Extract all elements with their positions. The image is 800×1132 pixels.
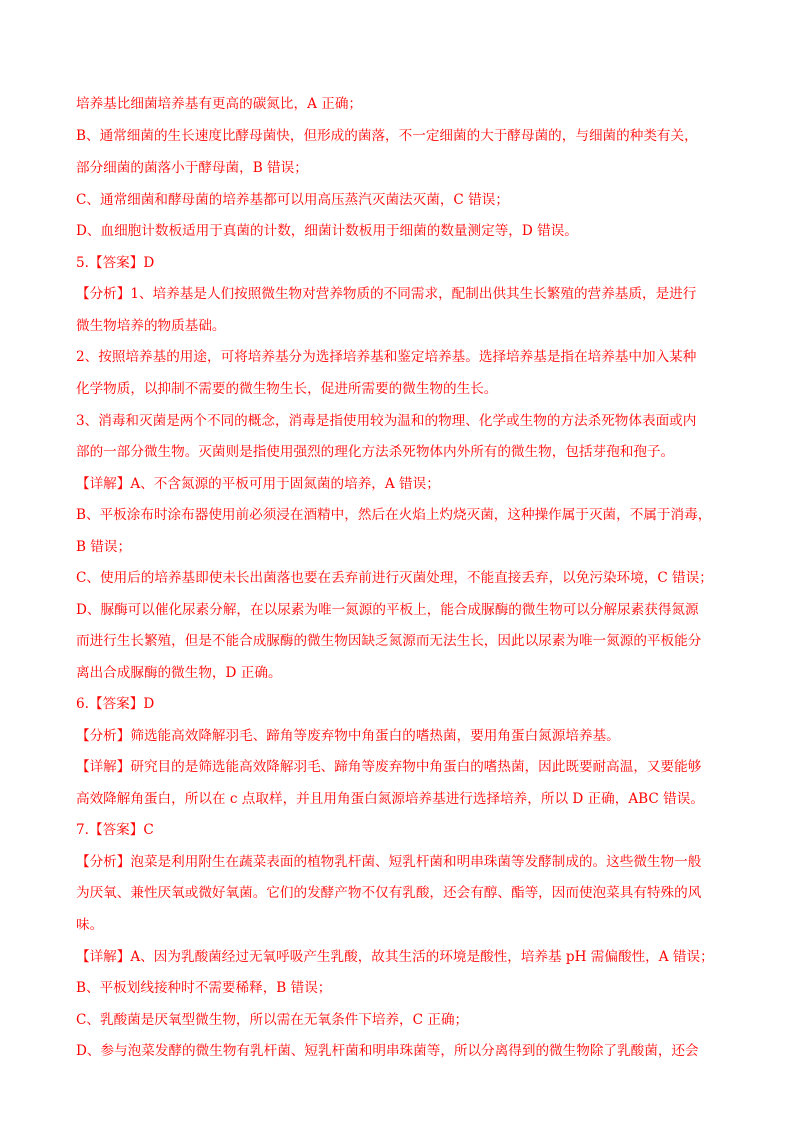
text-line: B、平板涂布时涂布器使用前必须浸在酒精中，然后在火焰上灼烧灭菌，这种操作属于灭菌，不属于消毒， <box>76 507 712 523</box>
text-line: 味。 <box>76 917 104 933</box>
text-line: 【详解】A、不含氮源的平板可用于固氮菌的培养，A 错误； <box>76 476 440 492</box>
text-line: B 错误； <box>76 539 132 555</box>
text-line: 微生物培养的物质基础。 <box>76 318 226 334</box>
text-line: D、血细胞计数板适用于真菌的计数，细菌计数板用于细菌的数量测定等，D 错误。 <box>76 223 578 239</box>
answer-heading: 6.【答案】D <box>76 696 155 712</box>
text-line: 而进行生长繁殖，但是不能合成脲酶的微生物因缺乏氮源而无法生长，因此以尿素为唯一氮源的平板能分 <box>76 633 702 649</box>
text-line: D、参与泡菜发酵的微生物有乳杆菌、短乳杆菌和明串珠菌等，所以分离得到的微生物除了乳酸菌，还会 <box>76 1043 699 1059</box>
text-line: 部的一部分微生物。灭菌则是指使用强烈的理化方法杀死物体内外所有的微生物，包括芽孢和孢子。 <box>76 444 675 460</box>
answer-heading: 5.【答案】D <box>76 255 155 271</box>
text-line: B、通常细菌的生长速度比酵母菌快，但形成的菌落，不一定细菌的大于酵母菌的，与细菌的种类有关， <box>76 128 698 144</box>
text-line: 培养基比细菌培养基有更高的碳氮比，A 正确； <box>76 96 363 112</box>
text-line: 【详解】A、因为乳酸菌经过无氧呼吸产生乳酸，故其生活的环境是酸性，培养基 pH 需偏酸性，A 错误； <box>76 949 714 965</box>
text-line: B、平板划线接种时不需要稀释，B 错误； <box>76 980 332 996</box>
text-line: 3、消毒和灭菌是两个不同的概念，消毒是指使用较为温和的物理、化学或生物的方法杀死物体表面或内 <box>76 413 697 429</box>
text-line: 部分细菌的菌落小于酵母菌，B 错误； <box>76 160 308 176</box>
text-line: C、使用后的培养基即使未长出菌落也要在丢弃前进行灭菌处理，不能直接丢弃，以免污染环境，C 错误； <box>76 570 713 586</box>
text-line: C、通常细菌和酵母菌的培养基都可以用高压蒸汽灭菌法灭菌，C 错误； <box>76 192 509 208</box>
text-line: 【分析】1、培养基是人们按照微生物对营养物质的不同需求，配制出供其生长繁殖的营养基质，是进行 <box>76 286 697 302</box>
text-line: 【分析】泡菜是利用附生在蔬菜表面的植物乳杆菌、短乳杆菌和明串珠菌等发酵制成的。这些微生物一般 <box>76 854 702 870</box>
text-line: 为厌氧、兼性厌氧或微好氧菌。它们的发酵产物不仅有乳酸，还会有醇、酯等，因而使泡菜具有特殊的风 <box>76 885 702 901</box>
text-line: D、脲酶可以催化尿素分解，在以尿素为唯一氮源的平板上，能合成脲酶的微生物可以分解尿素获得氮源 <box>76 602 699 618</box>
text-line: 高效降解角蛋白，所以在 c 点取样，并且用角蛋白氮源培养基进行选择培养，所以 D 正确，ABC 错误。 <box>76 791 704 807</box>
text-line: 【分析】筛选能高效降解羽毛、蹄角等废弃物中角蛋白的嗜热菌，要用角蛋白氮源培养基。 <box>76 728 620 744</box>
text-line: 化学物质，以抑制不需要的微生物生长，促进所需要的微生物的生长。 <box>76 381 498 397</box>
text-line: C、乳酸菌是厌氧型微生物，所以需在无氧条件下培养，C 正确； <box>76 1012 469 1028</box>
answer-heading: 7.【答案】C <box>76 822 154 838</box>
text-line: 离出合成脲酶的微生物，D 正确。 <box>76 665 282 681</box>
text-line: 【详解】研究目的是筛选能高效降解羽毛、蹄角等废弃物中角蛋白的嗜热菌，因此既要耐高温，又要能够 <box>76 759 702 775</box>
text-line: 2、按照培养基的用途，可将培养基分为选择培养基和鉴定培养基。选择培养基是指在培养基中加入某种 <box>76 349 697 365</box>
